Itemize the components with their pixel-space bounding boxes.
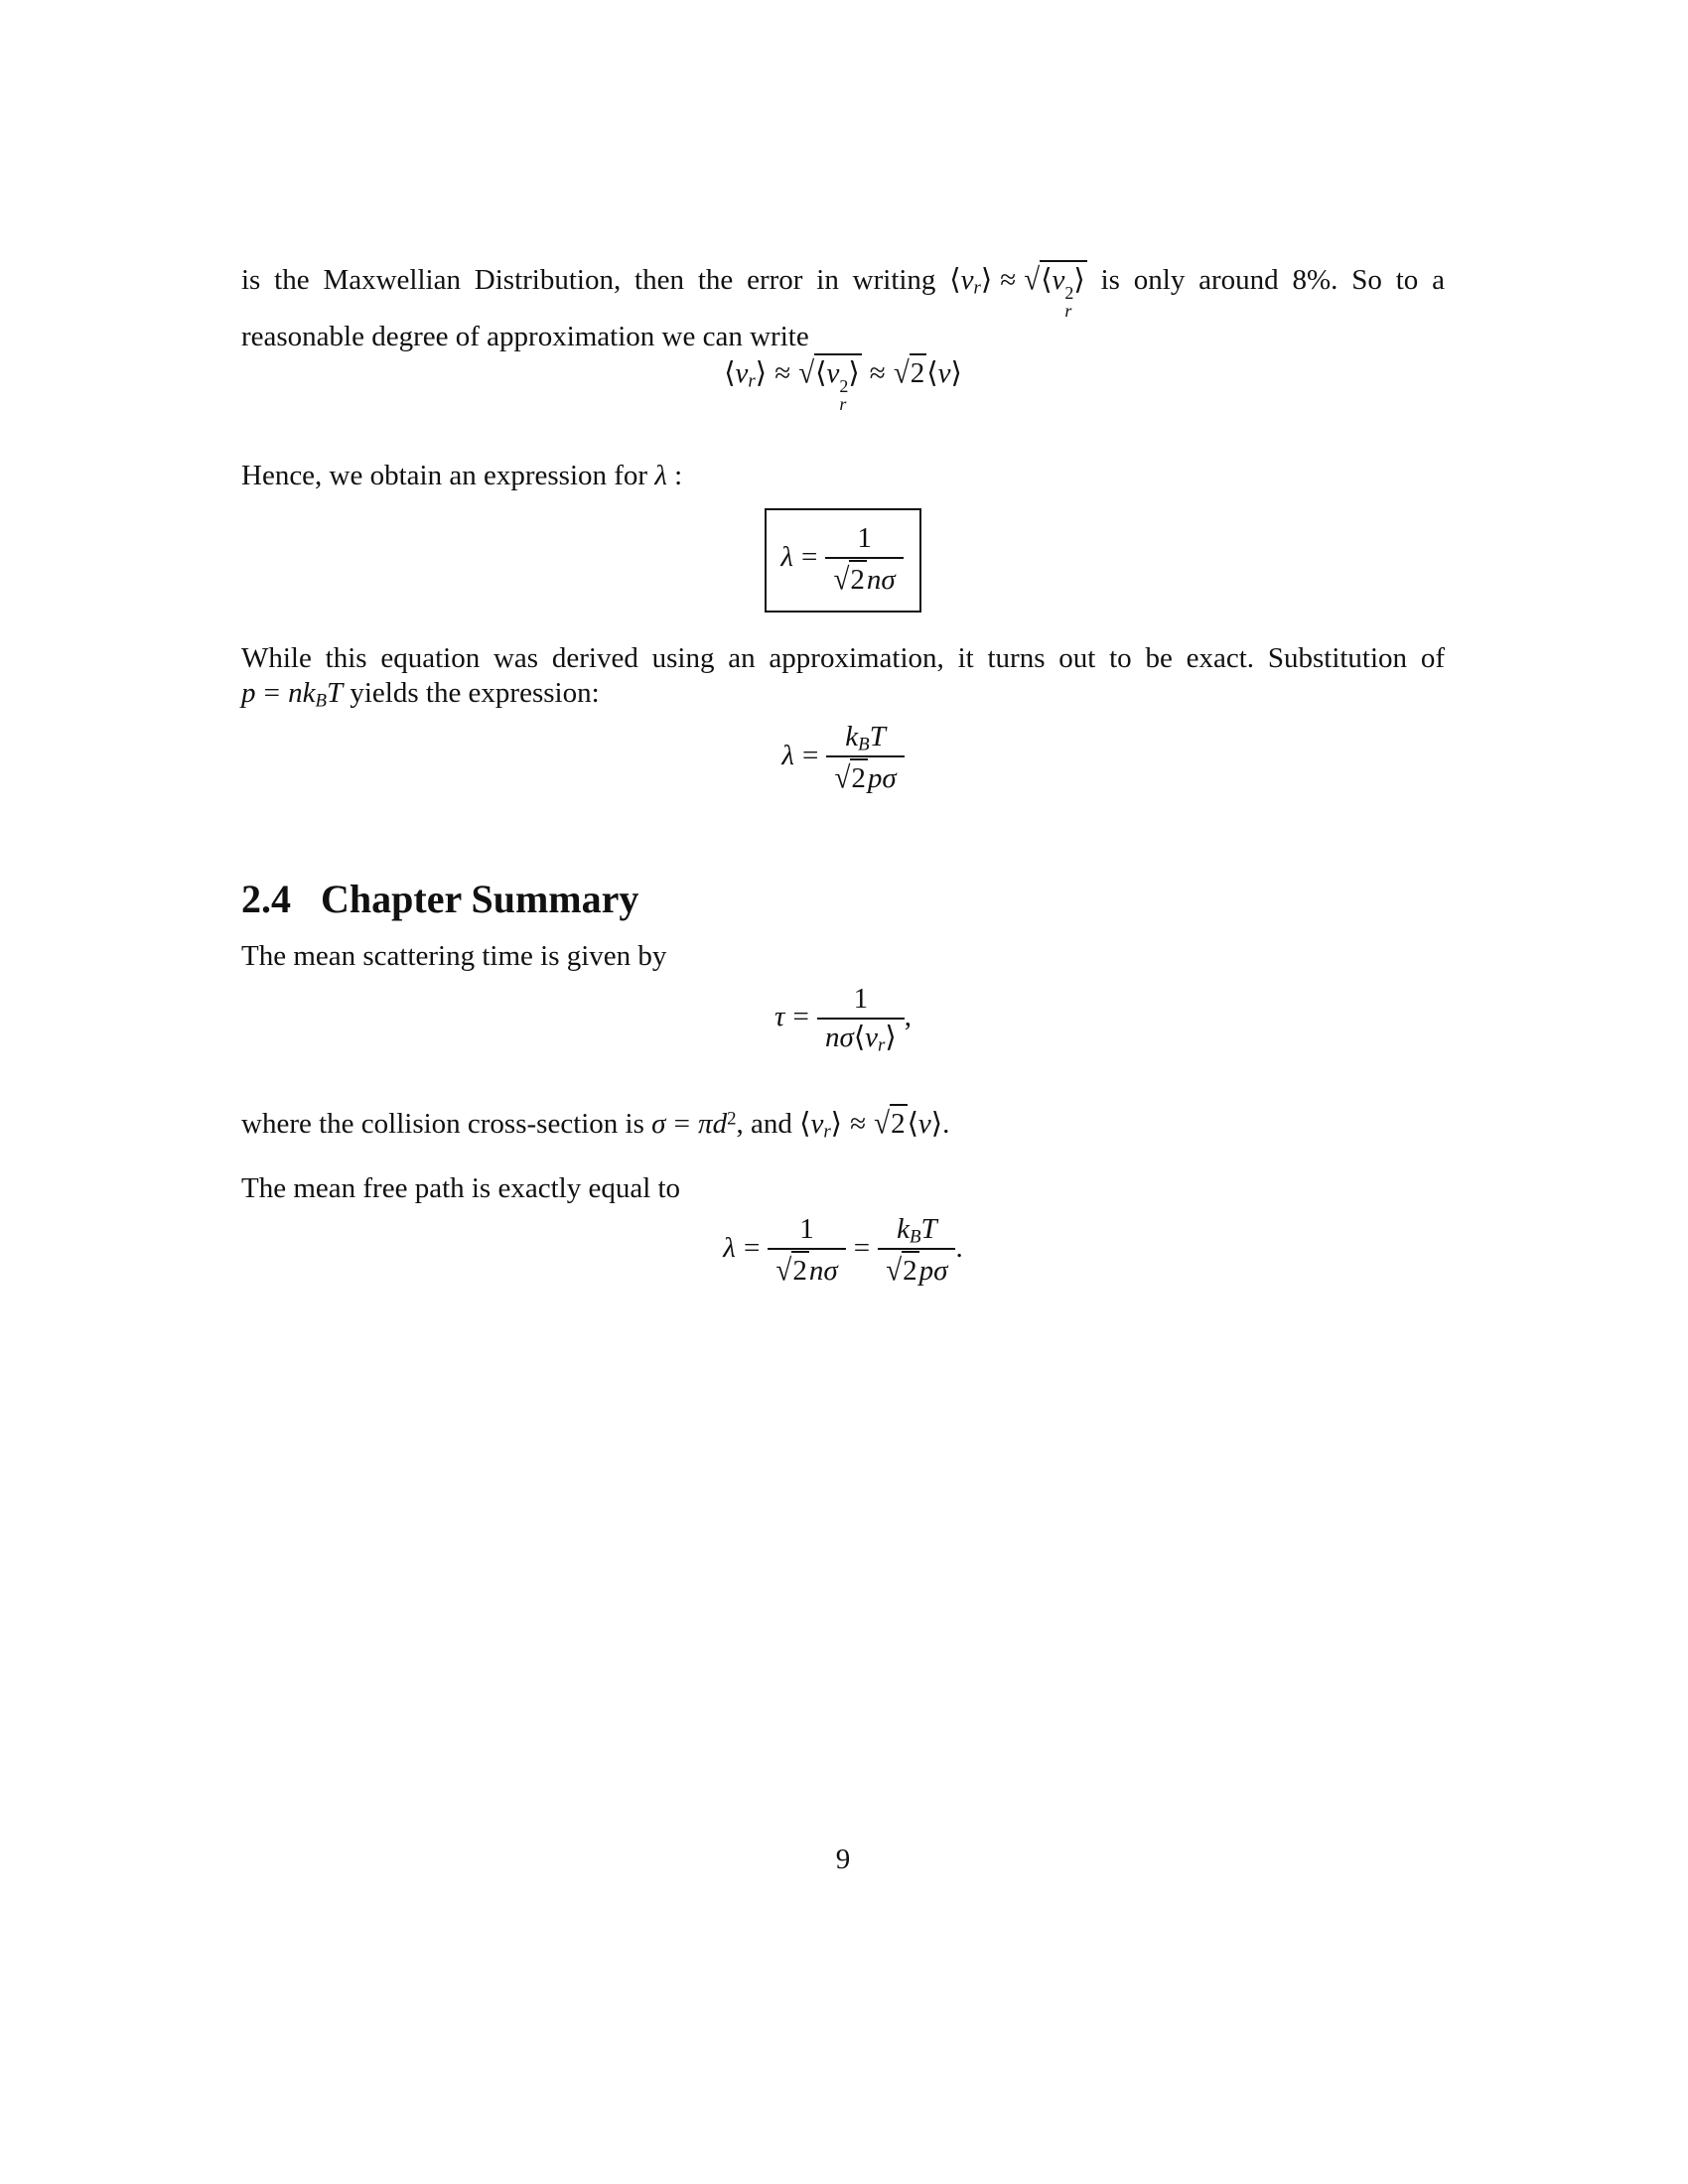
paragraph-line — [241, 641, 1445, 676]
var-tau: τ — [774, 1000, 785, 1032]
var-n: n — [825, 1022, 840, 1053]
radical-sign: √ — [893, 355, 910, 391]
angle-open: ⟨ — [907, 1108, 918, 1140]
angle-close: ⟩ — [950, 357, 962, 389]
angle-open: ⟨ — [815, 357, 827, 389]
angle-open: ⟨ — [799, 1108, 811, 1140]
period: . — [942, 1108, 950, 1140]
equation-relative-speed — [241, 353, 1445, 413]
angle-open: ⟨ — [1041, 264, 1053, 296]
sub-B: B — [315, 690, 327, 712]
text-column — [241, 0, 1445, 2184]
equals-sign: = — [263, 677, 280, 709]
var-T: T — [326, 677, 344, 709]
sup-sub-stack — [839, 377, 848, 413]
var-v: v — [735, 357, 749, 389]
sub-r: r — [839, 393, 847, 414]
sqrt-expr — [775, 1251, 808, 1289]
text-run: While this equation was derived using an approximation, it turns out to be exact. Substitution of — [241, 642, 1445, 674]
angle-open: ⟨ — [724, 357, 736, 389]
equation-tau — [241, 981, 1445, 1056]
radical-sign: √ — [886, 1253, 903, 1289]
var-sigma: σ — [651, 1108, 666, 1140]
math-expression — [781, 721, 904, 796]
angle-close: ⟩ — [980, 264, 993, 296]
paragraph-mean-free-path — [241, 1171, 1445, 1206]
approx-sign: ≈ — [869, 357, 886, 389]
paragraph-line — [241, 260, 1445, 320]
numerator — [826, 719, 904, 755]
section-title: Chapter Summary — [321, 877, 639, 921]
radicand: 2 — [910, 353, 927, 391]
paragraph-exact — [241, 641, 1445, 711]
var-k: k — [897, 1213, 910, 1245]
denominator — [878, 1248, 955, 1290]
sqrt-expr — [798, 353, 861, 413]
equation-lambda-kbt — [241, 719, 1445, 797]
period: . — [955, 1232, 963, 1265]
sqrt-expr — [874, 1104, 907, 1142]
var-p: p — [241, 677, 256, 709]
text-run: is only around 8%. So to a — [1100, 264, 1445, 296]
text-run: Hence, we obtain an expression for — [241, 460, 648, 491]
var-k: k — [302, 677, 316, 709]
text-run: The mean free path is exactly equal to — [241, 1172, 681, 1204]
sup-2: 2 — [1064, 282, 1074, 303]
equals-sign: = — [853, 1232, 871, 1265]
math-expression — [724, 355, 962, 414]
angle-close: ⟩ — [930, 1108, 943, 1140]
sub-r: r — [748, 370, 756, 392]
section-heading — [241, 878, 1445, 921]
denominator — [768, 1248, 845, 1290]
inline-math-sigma — [651, 1108, 736, 1140]
var-v: v — [960, 264, 974, 296]
text-run: , and — [736, 1108, 792, 1140]
radical-sign: √ — [1024, 262, 1041, 298]
radicand — [1040, 260, 1087, 320]
var-sigma: σ — [839, 1022, 854, 1053]
sqrt-expr — [886, 1251, 918, 1289]
var-pi: π — [698, 1108, 713, 1140]
var-sigma: σ — [823, 1255, 838, 1287]
text-run: yields the expression: — [350, 677, 600, 709]
var-T: T — [869, 721, 886, 752]
paragraph-line — [241, 676, 1445, 711]
var-lambda: λ — [781, 740, 794, 772]
angle-open: ⟨ — [853, 1022, 866, 1053]
var-v: v — [826, 357, 840, 389]
fraction — [825, 520, 903, 599]
numerator: 1 — [799, 1213, 814, 1245]
sub-B: B — [909, 1226, 921, 1248]
angle-open: ⟨ — [949, 264, 961, 296]
radical-sign: √ — [834, 760, 851, 796]
equation-box — [765, 508, 920, 613]
var-n: n — [866, 564, 882, 596]
equals-sign: = — [792, 1000, 809, 1032]
var-v: v — [937, 357, 951, 389]
sqrt-expr — [834, 758, 867, 796]
angle-close: ⟩ — [755, 357, 768, 389]
var-v: v — [1052, 264, 1065, 296]
var-lambda: λ — [780, 541, 793, 574]
angle-open: ⟨ — [926, 357, 938, 389]
sub-B: B — [858, 734, 870, 755]
approx-sign: ≈ — [1000, 264, 1017, 296]
var-lambda: λ — [723, 1232, 736, 1265]
sup-2: 2 — [727, 1108, 737, 1130]
angle-close: ⟩ — [848, 357, 860, 389]
radicand: 2 — [902, 1251, 919, 1289]
angle-close: ⟩ — [885, 1022, 897, 1053]
math-expression — [774, 983, 912, 1056]
equals-sign: = — [800, 541, 818, 574]
fraction — [826, 719, 904, 797]
equation-final — [241, 1211, 1445, 1290]
radical-sign: √ — [775, 1253, 792, 1289]
radicand: 2 — [791, 1251, 809, 1289]
var-v: v — [865, 1022, 879, 1053]
section-number: 2.4 — [241, 877, 291, 921]
colon: : — [674, 460, 683, 491]
text-run: where the collision cross-section is — [241, 1108, 644, 1140]
numerator — [878, 1211, 955, 1248]
radicand — [814, 353, 862, 413]
var-n: n — [808, 1255, 824, 1287]
approx-sign: ≈ — [774, 357, 791, 389]
paragraph-line — [241, 320, 1445, 354]
paragraph-cross-section — [241, 1104, 1445, 1142]
var-lambda: λ — [654, 460, 667, 491]
sub-r: r — [823, 1121, 831, 1143]
equals-sign: = — [673, 1108, 690, 1140]
sqrt-expr — [1024, 260, 1086, 320]
denominator — [826, 755, 904, 797]
var-v: v — [810, 1108, 824, 1140]
var-k: k — [845, 721, 859, 752]
denominator — [825, 557, 903, 599]
text-run: The mean scattering time is given by — [241, 940, 667, 972]
radical-sign: √ — [874, 1106, 891, 1142]
text-run: reasonable degree of approximation we can write — [241, 320, 809, 352]
denominator — [817, 1018, 905, 1056]
fraction — [817, 981, 905, 1056]
inline-math-vr — [799, 1106, 943, 1143]
var-sigma: σ — [882, 762, 897, 794]
inline-math-vr-approx — [949, 262, 1086, 321]
var-T: T — [920, 1213, 937, 1245]
numerator: 1 — [853, 983, 869, 1015]
equation-mean-free-path-boxed — [241, 508, 1445, 613]
fraction — [878, 1211, 955, 1290]
paragraph-maxwellian — [241, 260, 1445, 354]
comma: , — [904, 1000, 912, 1032]
radicand: 2 — [849, 560, 867, 598]
text-run: is the Maxwellian Distribution, then the error in writing — [241, 264, 936, 296]
sqrt-expr — [894, 353, 926, 391]
approx-sign: ≈ — [850, 1108, 867, 1140]
radical-sign: √ — [833, 562, 850, 598]
sub-r: r — [878, 1034, 886, 1056]
var-p: p — [867, 762, 883, 794]
sub-r: r — [973, 277, 981, 299]
radicand: 2 — [850, 758, 868, 796]
radicand: 2 — [890, 1104, 908, 1142]
var-n: n — [288, 677, 303, 709]
math-expression — [723, 1213, 963, 1289]
sup-2: 2 — [839, 375, 849, 396]
fraction — [768, 1211, 845, 1290]
var-v: v — [917, 1108, 931, 1140]
inline-math-ideal-gas — [241, 677, 344, 712]
paragraph-hence — [241, 459, 1445, 493]
var-d: d — [712, 1108, 728, 1140]
angle-close: ⟩ — [830, 1108, 842, 1140]
numerator: 1 — [857, 522, 872, 554]
sub-r: r — [1064, 300, 1072, 321]
paragraph-scattering-time — [241, 939, 1445, 974]
angle-close: ⟩ — [1073, 264, 1085, 296]
page-number: 9 — [835, 1843, 851, 1875]
var-p: p — [918, 1255, 934, 1287]
equals-sign: = — [801, 740, 819, 772]
var-sigma: σ — [881, 564, 896, 596]
equals-sign: = — [743, 1232, 761, 1265]
sqrt-expr — [833, 560, 866, 598]
var-sigma: σ — [933, 1255, 948, 1287]
radical-sign: √ — [798, 355, 815, 391]
